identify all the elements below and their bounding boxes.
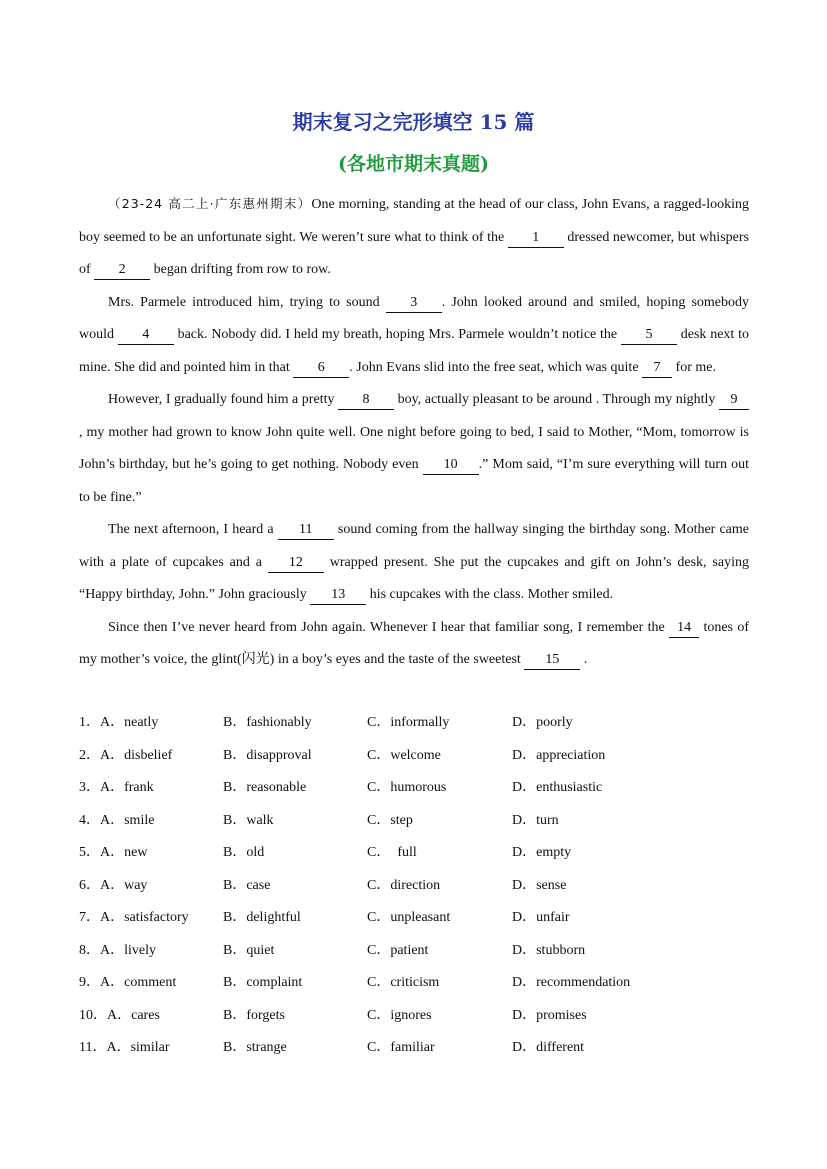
option-b[interactable]: B．quiet [223, 942, 275, 958]
option-d[interactable]: D．different [512, 1040, 585, 1055]
option-a[interactable]: A．new [100, 845, 148, 860]
blank-14: 14 [669, 619, 699, 638]
page-subtitle: (各地市期末真题) [338, 153, 489, 175]
option-c[interactable]: C．step [367, 812, 413, 828]
option-d[interactable]: D．unfair [512, 910, 570, 925]
blank-13: 13 [310, 586, 366, 605]
paragraph-2: Mrs. Parmele introduced him, trying to sound 3 . John looked around and smiled, hoping somebody would 4 back. Nobody did. I held my breath, hoping Mrs. Parmele wouldn’t notice the 5 desk next to mine. She did and pointed him in that 6 . John Evans slid into the free seat, which was quite 7 for me. [79, 287, 749, 385]
option-b[interactable]: B．old [223, 845, 265, 860]
question-row: 1．A．neatly B．fashionably C．informally D．poorly [79, 707, 749, 740]
option-b[interactable]: B．case [223, 877, 271, 893]
option-c[interactable]: C．direction [367, 877, 441, 893]
option-c[interactable]: C．unpleasant [367, 910, 451, 925]
paragraph-4: The next afternoon, I heard a 11 sound coming from the hallway singing the birthday song. Mother came with a plate of cupcakes and a 12 wrapped present. She put the cupcakes and gift on John’s desk, saying “Happy birthday, John.” John graciously 13 his cupcakes with the class. Mother smiled. [79, 514, 749, 612]
question-row: 11．A．similar B．strange C．familiar D．different [79, 1032, 749, 1065]
question-row: 6．A．way B．case C．direction D．sense [79, 870, 749, 903]
option-a[interactable]: A．satisfactory [100, 910, 189, 925]
option-b[interactable]: B．delightful [223, 910, 301, 925]
option-c[interactable]: C．familiar [367, 1040, 435, 1055]
blank-7: 7 [642, 359, 672, 378]
blank-15: 15 [524, 651, 580, 670]
option-a[interactable]: A．lively [100, 942, 156, 958]
option-d[interactable]: D．recommendation [512, 975, 631, 990]
blank-5: 5 [621, 326, 677, 345]
option-c[interactable]: C．humorous [367, 780, 447, 795]
option-d[interactable]: D．empty [512, 845, 572, 860]
question-row: 5．A．new B．old C． full D．empty [79, 837, 749, 870]
option-b[interactable]: B．reasonable [223, 780, 307, 795]
blank-10: 10 [423, 456, 479, 475]
option-d[interactable]: D．turn [512, 812, 559, 828]
option-c[interactable]: C．welcome [367, 747, 441, 763]
question-row: 10．A．cares B．forgets C．ignores D．promises [79, 1000, 749, 1033]
blank-11: 11 [278, 521, 334, 540]
question-row: 9．A．comment B．complaint C．criticism D．recommendation [79, 967, 749, 1000]
option-a[interactable]: A．cares [107, 1007, 160, 1023]
option-b[interactable]: B．walk [223, 812, 274, 828]
option-d[interactable]: D．enthusiastic [512, 780, 603, 795]
option-a[interactable]: A．disbelief [100, 747, 173, 763]
option-c[interactable]: C．informally [367, 715, 450, 730]
option-b[interactable]: B．complaint [223, 975, 303, 990]
blank-4: 4 [118, 326, 174, 345]
page-title: 期末复习之完形填空 15 篇 [292, 110, 535, 134]
paragraph-1: （23-24 高二上·广东惠州期末）One morning, standing at the head of our class, John Evans, a ragged-looking boy seemed to be an unfortunate sight. We weren’t sure what to think of the 1 dressed newcomer, but whispers of 2 began drifting from row to row. [79, 188, 749, 287]
option-a[interactable]: A．smile [100, 812, 155, 828]
source-label: （23-24 高二上·广东惠州期末） [108, 196, 312, 211]
paragraph-5: Since then I’ve never heard from John again. Whenever I hear that familiar song, I remember the 14 tones of my mother’s voice, the glint(闪光) in a boy’s eyes and the taste of the sweetest 15 . [79, 612, 749, 677]
option-d[interactable]: D．poorly [512, 715, 573, 730]
option-b[interactable]: B．forgets [223, 1007, 285, 1023]
blank-3: 3 [386, 294, 442, 313]
cloze-passage [79, 188, 749, 677]
option-d[interactable]: D．appreciation [512, 747, 606, 763]
question-row: 3．A．frank B．reasonable C．humorous D．enthusiastic [79, 772, 749, 805]
option-a[interactable]: A．way [100, 877, 148, 893]
option-c[interactable]: C．criticism [367, 975, 440, 990]
option-a[interactable]: A．comment [100, 975, 177, 990]
option-c[interactable]: C．ignores [367, 1007, 432, 1023]
paragraph-3: However, I gradually found him a pretty 8 boy, actually pleasant to be around . Through my nightly 9 , my mother had grown to know John quite well. One night before going to bed, I said to Mother, “Mom, tomorrow is John’s birthday, but he’s going to get nothing. Nobody even 10 .” Mom said, “I’m sure everything will turn out to be fine.” [79, 392, 749, 505]
blank-1: 1 [508, 229, 564, 248]
option-a[interactable]: A．frank [100, 780, 154, 795]
option-d[interactable]: D．sense [512, 877, 567, 893]
question-row: 7．A．satisfactory B．delightful C．unpleasant D．unfair [79, 902, 749, 935]
question-row: 4．A．smile B．walk C．step D．turn [79, 805, 749, 838]
blank-9: 9 [719, 391, 749, 410]
option-a[interactable]: A．similar [106, 1040, 170, 1055]
answer-options [79, 707, 749, 1065]
question-row: 2．A．disbelief B．disapproval C．welcome D．appreciation [79, 740, 749, 773]
option-d[interactable]: D．promises [512, 1007, 587, 1023]
option-b[interactable]: B．fashionably [223, 715, 312, 730]
question-row: 8．A．lively B．quiet C．patient D．stubborn [79, 935, 749, 968]
option-c[interactable]: C． full [367, 845, 417, 860]
blank-8: 8 [338, 391, 394, 410]
option-b[interactable]: B．strange [223, 1040, 287, 1055]
blank-2: 2 [94, 261, 150, 280]
blank-6: 6 [293, 359, 349, 378]
option-b[interactable]: B．disapproval [223, 747, 312, 763]
blank-12: 12 [268, 554, 324, 573]
option-c[interactable]: C．patient [367, 942, 429, 958]
option-d[interactable]: D．stubborn [512, 942, 586, 958]
option-a[interactable]: A．neatly [100, 715, 159, 730]
